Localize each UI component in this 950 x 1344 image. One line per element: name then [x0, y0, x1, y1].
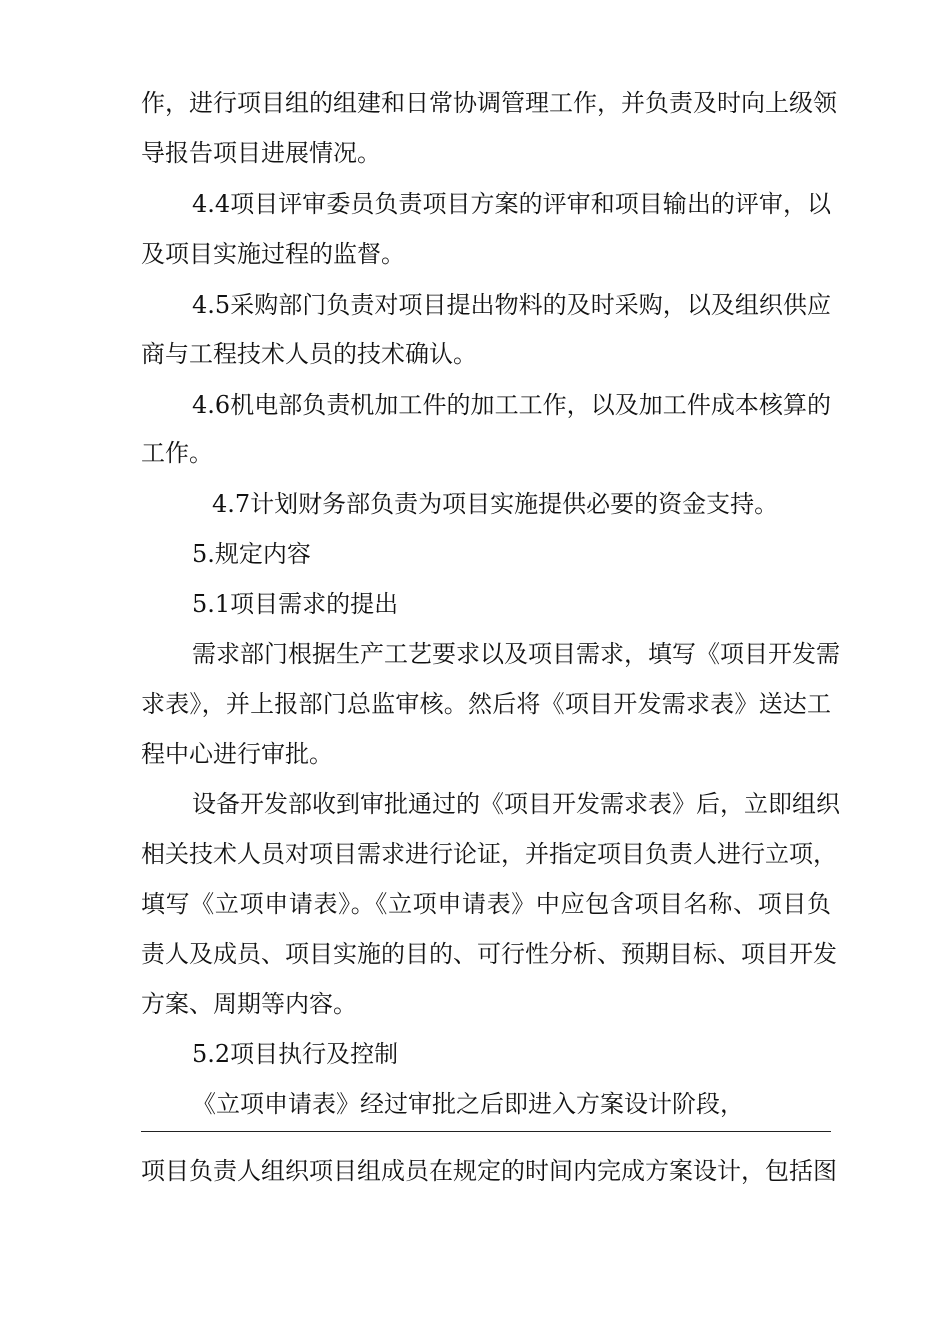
paragraph-line: 导报告项目进展情况。: [141, 139, 381, 167]
paragraph-line: 程中心进行审批。: [141, 740, 333, 768]
paragraph-line: 求表》，并上报部门总监审核。然后将《项目开发需求表》送达工: [141, 690, 831, 718]
paragraph-line: 需求部门根据生产工艺要求以及项目需求，填写《项目开发需: [192, 640, 840, 668]
paragraph-line: 工作。: [141, 439, 213, 467]
paragraph-line: 设备开发部收到审批通过的《项目开发需求表》后，立即组织: [192, 790, 840, 818]
paragraph-line: 填写《立项申请表》。《立项申请表》中应包含项目名称、项目负: [141, 890, 831, 918]
paragraph-line: 作，进行项目组的组建和日常协调管理工作，并负责及时向上级领: [141, 89, 837, 117]
section-4-6-line: 4.6机电部负责机加工件的加工工作，以及加工件成本核算的: [192, 391, 831, 419]
paragraph-line: 相关技术人员对项目需求进行论证，并指定项目负责人进行立项，: [141, 840, 837, 868]
section-4-7-line: 4.7计划财务部负责为项目实施提供必要的资金支持。: [212, 490, 779, 518]
section-4-4-line: 4.4项目评审委员负责项目方案的评审和项目输出的评审，以: [192, 190, 831, 218]
paragraph-line: 项目负责人组织项目组成员在规定的时间内完成方案设计，包括图: [141, 1157, 837, 1185]
paragraph-line: 及项目实施过程的监督。: [141, 240, 405, 268]
page-break-rule: [141, 1131, 831, 1132]
section-heading-5: 5.规定内容: [192, 540, 311, 568]
section-heading-5-2: 5.2项目执行及控制: [192, 1040, 399, 1068]
paragraph-line: 商与工程技术人员的技术确认。: [141, 340, 477, 368]
paragraph-line: 《立项申请表》经过审批之后即进入方案设计阶段，: [192, 1090, 744, 1118]
section-4-5-line: 4.5采购部门负责对项目提出物料的及时采购，以及组织供应: [192, 291, 831, 319]
section-heading-5-1: 5.1项目需求的提出: [192, 590, 399, 618]
paragraph-line: 方案、周期等内容。: [141, 990, 357, 1018]
paragraph-line: 责人及成员、项目实施的目的、可行性分析、预期目标、项目开发: [141, 940, 837, 968]
